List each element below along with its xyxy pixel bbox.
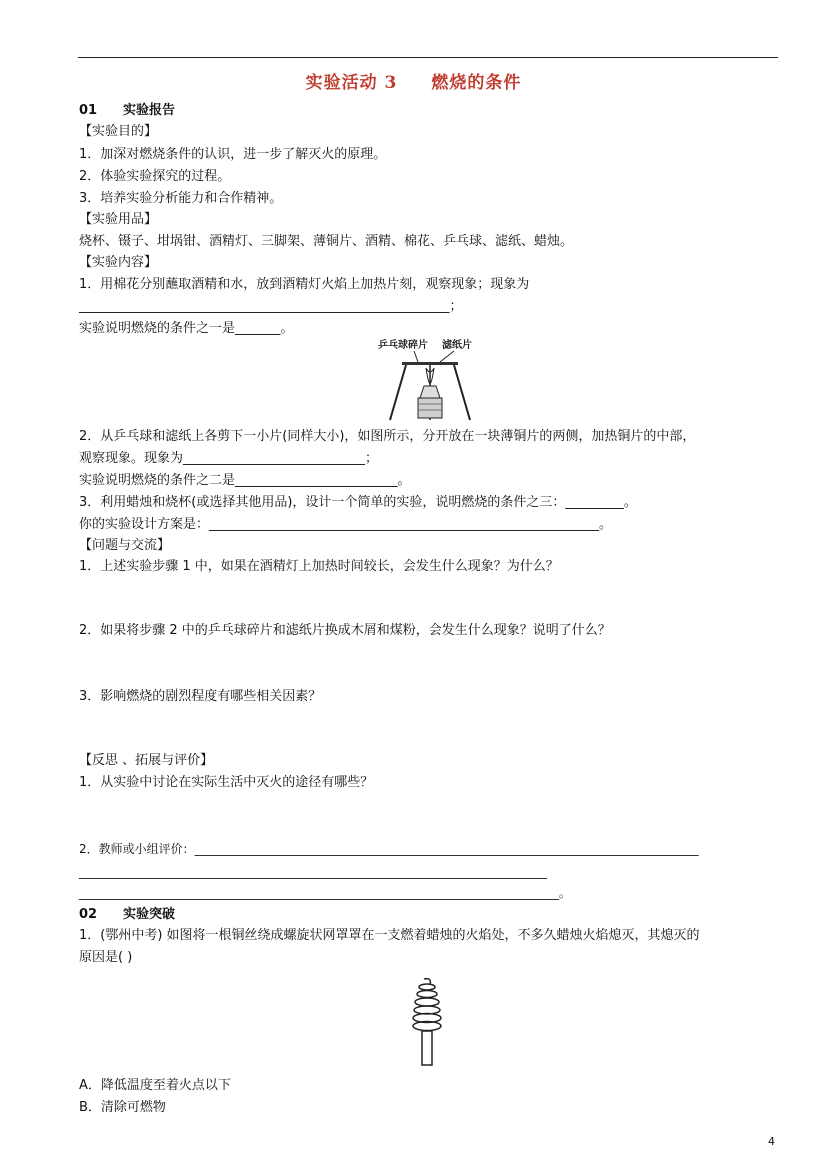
title-main: 实验活动 3 [305, 73, 398, 93]
title-sub: 燃烧的条件 [431, 73, 522, 93]
content-line-8: 你的实验设计方案是：____________________________________________________________。 [79, 517, 613, 532]
discuss-question-2: 2．如果将步骤 2 中的乒乓球碎片和滤纸片换成木屑和煤粉，会发生什么现象？说明了什么？ [79, 623, 611, 638]
purpose-item-2: 2．体验实验探究的过程。 [79, 169, 231, 184]
breakthrough-question-1-cont: 原因是( ) [79, 950, 133, 965]
content-line-2: _________________________________________________________； [79, 299, 463, 314]
page-title [0, 68, 827, 93]
content-line-4: 2．从乒乓球和滤纸上各剪下一小片(同样大小)，如图所示，分开放在一块薄铜片的两侧，加热铜片的中部， [79, 429, 696, 444]
section-2-number: 02 [79, 907, 98, 922]
reflect-heading: 【反思 、拓展与评价】 [79, 753, 214, 768]
discuss-question-3: 3．影响燃烧的剧烈程度有哪些相关因素？ [79, 689, 322, 704]
purpose-heading: 【实验目的】 [79, 124, 158, 139]
candle-coil-figure [402, 975, 452, 1071]
purpose-item-3: 3．培养实验分析能力和合作精神。 [79, 191, 283, 206]
reflect-blank-line-2: ______________________________________________________________________________ [79, 865, 547, 879]
tripod-figure [376, 338, 480, 426]
discuss-question-1: 1．上述实验步骤 1 中，如果在酒精灯上加热时间较长，会发生什么现象？为什么？ [79, 559, 559, 574]
supplies-heading: 【实验用品】 [79, 212, 158, 227]
content-heading: 【实验内容】 [79, 255, 158, 270]
reflect-question-1: 1．从实验中讨论在实际生活中灭火的途径有哪些？ [79, 775, 374, 790]
content-line-7: 3．利用蜡烛和烧杯(或选择其他用品)，设计一个简单的实验，说明燃烧的条件之三：_________。 [79, 495, 637, 510]
option-b: B．清除可燃物 [79, 1100, 166, 1115]
content-line-6: 实验说明燃烧的条件之二是_________________________。 [79, 473, 411, 488]
section-1-heading [79, 102, 175, 120]
breakthrough-question-1: 1．(鄂州中考) 如图将一根铜丝绕成螺旋状网罩罩在一支燃着蜡烛的火焰处，不多久蜡烛火焰熄灭，其熄灭的 [79, 928, 700, 943]
section-1-label: 实验报告 [123, 103, 176, 118]
section-1-number: 01 [79, 103, 98, 118]
supplies-text: 烧杯、镊子、坩埚钳、酒精灯、三脚架、薄铜片、酒精、棉花、乒乓球、滤纸、蜡烛。 [79, 234, 574, 249]
page-number: 4 [768, 1135, 775, 1148]
content-line-5: 观察现象。现象为____________________________； [79, 451, 379, 466]
purpose-item-1: 1．加深对燃烧条件的认识，进一步了解灭火的原理。 [79, 147, 387, 162]
section-2-heading [79, 906, 175, 924]
content-line-1: 1．用棉花分别蘸取酒精和水，放到酒精灯火焰上加热片刻，观察现象；现象为 [79, 277, 530, 292]
reflect-question-2: 2．教师或小组评价：____________________________________________________________________________________ [79, 842, 699, 856]
content-line-3: 实验说明燃烧的条件之一是_______。 [79, 321, 294, 336]
section-2-label: 实验突破 [123, 907, 176, 922]
figure-label-pingpong: 乒乓球碎片 [378, 340, 428, 351]
figure-label-filter: 滤纸片 [442, 340, 472, 351]
top-rule [78, 57, 778, 58]
reflect-blank-line-3: ________________________________________________________________________________。 [79, 886, 572, 900]
discuss-heading: 【问题与交流】 [79, 538, 171, 553]
option-a: A．降低温度至着火点以下 [79, 1078, 231, 1093]
